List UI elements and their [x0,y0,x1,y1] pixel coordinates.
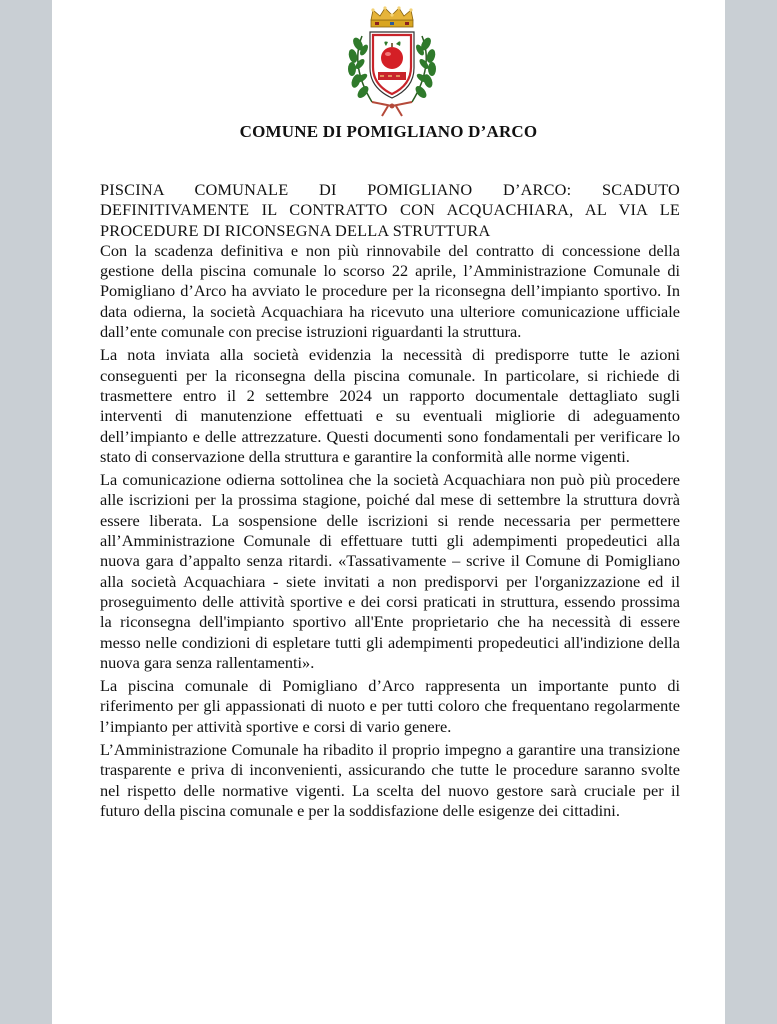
ribbon-icon [372,102,412,116]
article-paragraph: La comunicazione odierna sottolinea che la società Acquachiara non può più procedere alle iscrizioni per la prossima stagione, poiché dal mese di settembre la struttura dovrà essere liberata. La sospensione delle iscrizioni si rende necessaria per permettere all’Amministrazione Comunale di effettuare tutti gli adempimenti propedeutici alla nuova gara d’appalto senza ritardi. «Tassativamente – scrive il Comune di Pomigliano alla società Acquachiara - siete invitati a non predisporvi per l'organizzazione ed il proseguimento delle attività sportive e dei corsi praticati in struttura, essendo prossima la riconsegna dell'impianto sportivo all'Ente proprietario che ha necessità di essere messo nelle condizioni di espletare tutti gli adempimenti propedeutici all'indizione della nuova gara senza rallentamenti». [100,470,680,672]
article-headline: PISCINA COMUNALE DI POMIGLIANO D’ARCO: SCADUTO DEFINITIVAMENTE IL CONTRATTO CON ACQUACHIARA, AL VIA LE PROCEDURE DI RICONSEGNA DELLA STRUTTURA [100,180,680,240]
article-paragraph: La piscina comunale di Pomigliano d’Arco rappresenta un importante punto di riferimento per gli appassionati di nuoto e per tutti coloro che frequentano regolarmente l’impianto per attività sportive e corsi di vario genere. [100,676,680,736]
shield-icon [370,32,414,98]
article-paragraph: La nota inviata alla società evidenzia la necessità di predisporre tutte le azioni conseguenti per la riconsegna della piscina comunale. In particolare, si richiede di trasmettere entro il 2 settembre 2024 un rapporto documentale dettagliato sugli interventi di manutenzione effettuati e su eventuali migliorie di adeguamento dell’impianto e delle attrezzature. Questi documenti sono fondamentali per verificare lo stato di conservazione della struttura e garantire la conformità alle norme vigenti. [100,345,680,466]
crown-icon [371,6,413,27]
article-paragraph: L’Amministrazione Comunale ha ribadito il proprio impegno a garantire una transizione trasparente e priva di inconvenienti, assicurando che tutte le procedure saranno svolte nel rispetto delle normative vigenti. La scelta del nuovo gestore sarà cruciale per il futuro della piscina comunale e per la soddisfazione delle esigenze dei cittadini. [100,740,680,820]
municipal-coat-of-arms-icon [342,6,442,118]
article-paragraph: Con la scadenza definitiva e non più rinnovabile del contratto di concessione della gestione della piscina comunale lo scorso 22 aprile, l’Amministrazione Comunale di Pomigliano d’Arco ha avviato le procedure per la riconsegna dell’impianto sportivo. In data odierna, la società Acquachiara ha ricevuto una ulteriore comunicazione ufficiale dall’ente comunale con precise istruzioni riguardanti la struttura. [100,240,680,342]
document-page [52,0,725,1024]
article-body [100,180,680,824]
municipality-title: COMUNE DI POMIGLIANO D’ARCO [239,122,538,141]
